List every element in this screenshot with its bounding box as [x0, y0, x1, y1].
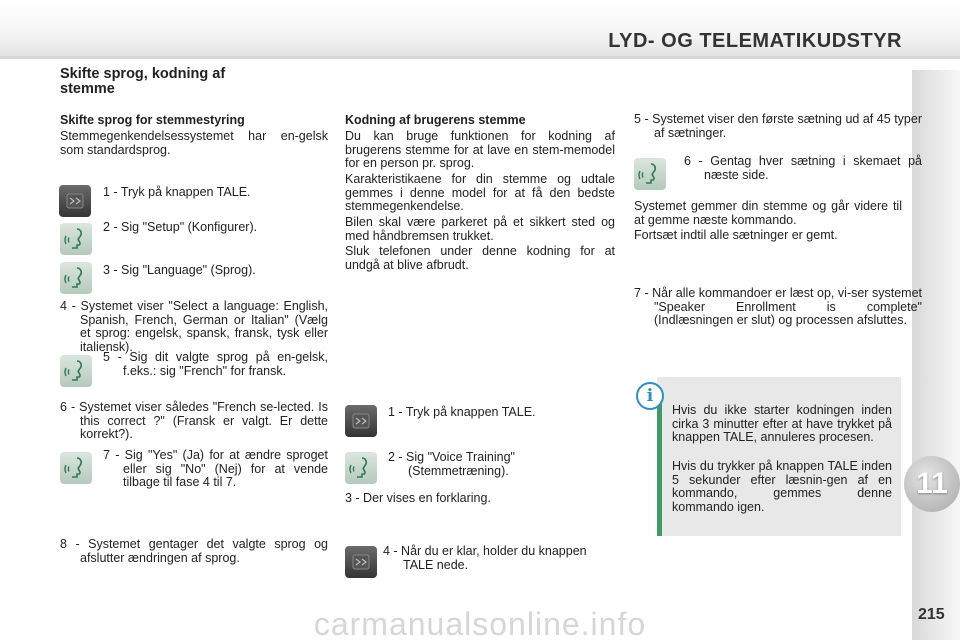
- col1-step4: 4 - Systemet viser "Select a language: English, Spanish, French, German or Italian" (Vælg et sprog: engelsk, spansk, fransk, tysk eller italiensk).: [60, 299, 328, 354]
- voice-command-icon: [634, 158, 666, 190]
- header-divider: [0, 56, 960, 59]
- voice-command-icon: [60, 452, 92, 484]
- voice-command-icon: [60, 223, 92, 255]
- info-icon: i: [636, 382, 664, 410]
- col1-heading: Skifte sprog for stemmestyring: [60, 113, 245, 127]
- col1-step2: 2 - Sig "Setup" (Konfigurer).: [103, 220, 258, 234]
- col3-step7: 7 - Når alle kommandoer er læst op, vi-ser systemet "Speaker Enrollment is complete" (Indlæsningen er slut) og processen afsluttes.: [634, 286, 922, 327]
- col3-step6: 6 - Gentag hver sætning i skemaet på næste side.: [684, 154, 922, 182]
- col1-intro: Stemmegenkendelsessystemet har en-gelsk som standardsprog.: [60, 129, 328, 157]
- voice-command-icon: [60, 262, 92, 294]
- col1-step8: 8 - Systemet gentager det valgte sprog og afslutter ændringen af sprog.: [60, 537, 328, 565]
- col2-step3: 3 - Der vises en forklaring.: [345, 491, 491, 505]
- col1-step6: 6 - Systemet viser således "French se-lected. Is this correct ?" (Fransk er valgt. Er dette korrekt?).: [60, 400, 328, 441]
- col2-step1: 1 - Tryk på knappen TALE.: [388, 405, 536, 419]
- voice-command-icon: [60, 355, 92, 387]
- col2-p4: Sluk telefonen under denne kodning for at undgå at blive afbrudt.: [345, 244, 615, 272]
- col3-step5: 5 - Systemet viser den første sætning ud af 45 typer af sætninger.: [634, 112, 922, 140]
- chapter-number-badge: 11: [904, 456, 960, 512]
- info-box-accent-bar: [657, 395, 662, 536]
- col2-step2: 2 - Sig "Voice Training" (Stemmetræning).: [388, 450, 515, 478]
- col3-p2: Fortsæt indtil alle sætninger er gemt.: [634, 228, 838, 242]
- col2-p2: Karakteristikaene for din stemme og udtale gemmes i denne model for at få den bedste stemmegenkendelse.: [345, 172, 615, 213]
- info-text-2: Hvis du trykker på knappen TALE inden 5 sekunder efter læsnin-gen af en kommando, gemmes denne kommando igen.: [672, 459, 892, 514]
- col2-heading: Kodning af brugerens stemme: [345, 113, 526, 127]
- page-header-title: LYD- OG TELEMATIKUDSTYR: [608, 30, 902, 52]
- watermark: carmanualsonline.info: [313, 606, 647, 642]
- talk-button-icon: [59, 185, 91, 217]
- col3-p1: Systemet gemmer din stemme og går videre til at gemme næste kommando.: [634, 199, 902, 227]
- col1-step7: 7 - Sig "Yes" (Ja) for at ændre sproget eller sig "No" (Nej) for at vende tilbage til fase 4 til 7.: [103, 448, 328, 489]
- page-number: 215: [918, 606, 945, 623]
- info-text-1: Hvis du ikke starter kodningen inden cirka 3 minutter efter at have trykket på knappen TALE, annuleres procesen.: [672, 403, 892, 444]
- col1-step1: 1 - Tryk på knappen TALE.: [103, 185, 251, 199]
- voice-command-icon: [345, 452, 377, 484]
- col1-step3: 3 - Sig "Language" (Sprog).: [103, 263, 256, 277]
- col2-p3: Bilen skal være parkeret på et sikkert sted og med håndbremsen trukket.: [345, 215, 615, 243]
- col2-step4: 4 - Når du er klar, holder du knappen TALE nede.: [383, 544, 587, 572]
- col1-step5: 5 - Sig dit valgte sprog på en-gelsk, f.eks.: sig "French" for fransk.: [103, 350, 328, 378]
- talk-button-icon: [345, 546, 377, 578]
- section-title: Skifte sprog, kodning af stemme: [60, 66, 226, 97]
- talk-button-icon: [345, 405, 377, 437]
- col2-p1: Du kan bruge funktionen for kodning af brugerens stemme for at lave en stem-memodel for en person pr. sprog.: [345, 129, 615, 170]
